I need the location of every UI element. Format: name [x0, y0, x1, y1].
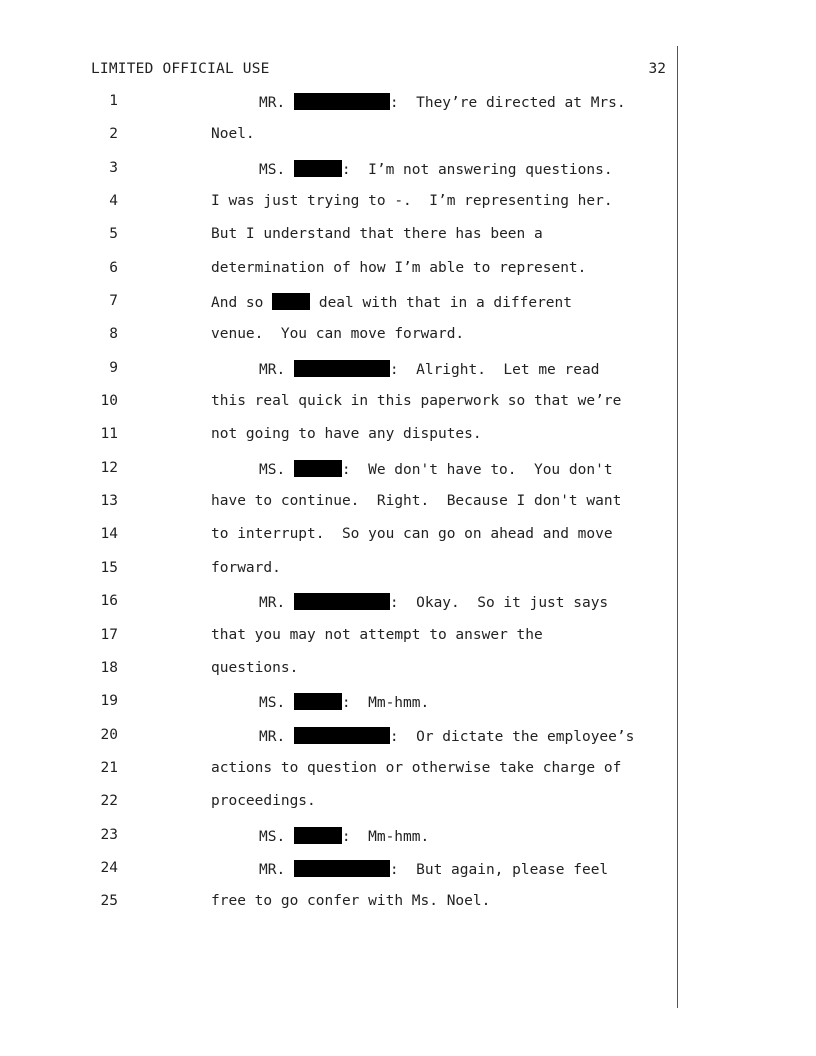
line-text: not going to have any disputes.	[211, 426, 482, 443]
speaker-prefix: MS.	[259, 695, 294, 712]
transcript-line	[0, 627, 816, 660]
speaker-prefix: MR.	[259, 861, 294, 878]
transcript-line	[0, 93, 816, 126]
redaction-block	[294, 360, 390, 377]
speaker-prefix: MS.	[259, 461, 294, 478]
speech-text: : But again, please feel	[389, 861, 609, 878]
line-text	[259, 93, 626, 111]
transcript-line	[0, 493, 816, 526]
speech-text: : I’m not answering questions.	[341, 161, 613, 178]
redaction-block	[294, 93, 390, 110]
speech-text: : They’re directed at Mrs.	[389, 95, 626, 111]
transcript-line	[0, 560, 816, 593]
line-text	[259, 460, 613, 478]
transcript-line	[0, 526, 816, 559]
line-number: 7	[109, 293, 118, 310]
speaker-prefix: MR.	[259, 95, 294, 111]
line-number: 25	[100, 893, 118, 910]
speech-text: : Okay. So it just says	[389, 595, 609, 612]
line-text: But I understand that there has been a	[211, 226, 543, 243]
line-number: 1	[109, 93, 118, 109]
speech-text: : Or dictate the employee’s	[389, 728, 635, 745]
transcript-line	[0, 193, 816, 226]
line-text	[259, 593, 608, 611]
transcript-line	[0, 660, 816, 693]
line-number: 22	[100, 793, 118, 810]
line-number: 5	[109, 226, 118, 243]
line-text: I was just trying to -. I’m representing her.	[211, 193, 613, 210]
line-number: 6	[109, 259, 118, 276]
classification-header: LIMITED OFFICIAL USE	[91, 61, 270, 77]
line-number: 12	[100, 459, 118, 476]
line-text: that you may not attempt to answer the	[211, 626, 543, 643]
speech-text: : Alright. Let me read	[389, 361, 600, 378]
line-number: 4	[109, 193, 118, 210]
transcript-line	[0, 593, 816, 626]
line-text: determination of how I’m able to represent.	[211, 259, 587, 276]
speaker-prefix: MR.	[259, 728, 294, 745]
redaction-block	[294, 693, 342, 710]
line-text: proceedings.	[211, 793, 316, 810]
line-number: 9	[109, 359, 118, 376]
line-text	[259, 727, 634, 745]
line-text: actions to question or otherwise take charge of	[211, 759, 622, 776]
redaction-block	[294, 827, 342, 844]
line-prefix: And so	[211, 295, 273, 312]
transcript-line	[0, 793, 816, 826]
transcript-line	[0, 326, 816, 359]
redaction-block	[272, 293, 310, 310]
speaker-prefix: MR.	[259, 595, 294, 612]
redaction-block	[294, 160, 342, 177]
transcript-line	[0, 426, 816, 459]
line-number: 21	[100, 759, 118, 776]
line-text: forward.	[211, 559, 281, 576]
line-number: 23	[100, 826, 118, 843]
line-text: questions.	[211, 659, 299, 676]
line-number: 17	[100, 626, 118, 643]
speaker-prefix: MS.	[259, 161, 294, 178]
transcript-line	[0, 693, 816, 726]
redaction-block	[294, 860, 390, 877]
transcript-line	[0, 260, 816, 293]
line-number: 13	[100, 493, 118, 510]
page-number: 32	[648, 61, 666, 77]
transcript-line	[0, 727, 816, 760]
line-number: 10	[100, 393, 118, 410]
speaker-prefix: MR.	[259, 361, 294, 378]
speech-text: : Mm-hmm.	[341, 695, 430, 712]
transcript-line	[0, 460, 816, 493]
transcript-lines	[0, 93, 816, 927]
line-number: 20	[100, 726, 118, 743]
line-text: this real quick in this paperwork so that we’re	[211, 393, 622, 410]
line-text	[259, 160, 613, 178]
line-number: 19	[100, 693, 118, 710]
line-text	[259, 693, 429, 711]
line-text: venue. You can move forward.	[211, 326, 465, 343]
transcript-line	[0, 860, 816, 893]
line-number: 8	[109, 326, 118, 343]
redaction-block	[294, 727, 390, 744]
transcript-line	[0, 226, 816, 259]
line-number: 11	[100, 426, 118, 443]
speaker-prefix: MS.	[259, 828, 294, 845]
line-number: 16	[100, 593, 118, 610]
line-text	[259, 860, 608, 878]
transcript-line	[0, 760, 816, 793]
line-text	[259, 360, 599, 378]
line-number: 15	[100, 559, 118, 576]
transcript-line	[0, 360, 816, 393]
speech-text: deal with that in a different	[310, 295, 573, 312]
line-number: 24	[100, 859, 118, 876]
transcript-line	[0, 126, 816, 159]
transcript-line	[0, 893, 816, 926]
line-text: to interrupt. So you can go on ahead and move	[211, 526, 613, 543]
line-number: 14	[100, 526, 118, 543]
transcript-line	[0, 160, 816, 193]
transcript-line	[0, 293, 816, 326]
line-number: 2	[109, 126, 118, 143]
transcript-line	[0, 827, 816, 860]
line-text	[211, 293, 572, 311]
redaction-block	[294, 593, 390, 610]
line-text: free to go confer with Ms. Noel.	[211, 893, 491, 910]
speech-text: : We don't have to. You don't	[341, 461, 613, 478]
line-text: Noel.	[211, 126, 255, 143]
line-number: 18	[100, 659, 118, 676]
redaction-block	[294, 460, 342, 477]
line-text	[259, 827, 429, 845]
transcript-line	[0, 393, 816, 426]
line-number: 3	[109, 159, 118, 176]
speech-text: : Mm-hmm.	[341, 828, 430, 845]
line-text: have to continue. Right. Because I don't want	[211, 493, 622, 510]
